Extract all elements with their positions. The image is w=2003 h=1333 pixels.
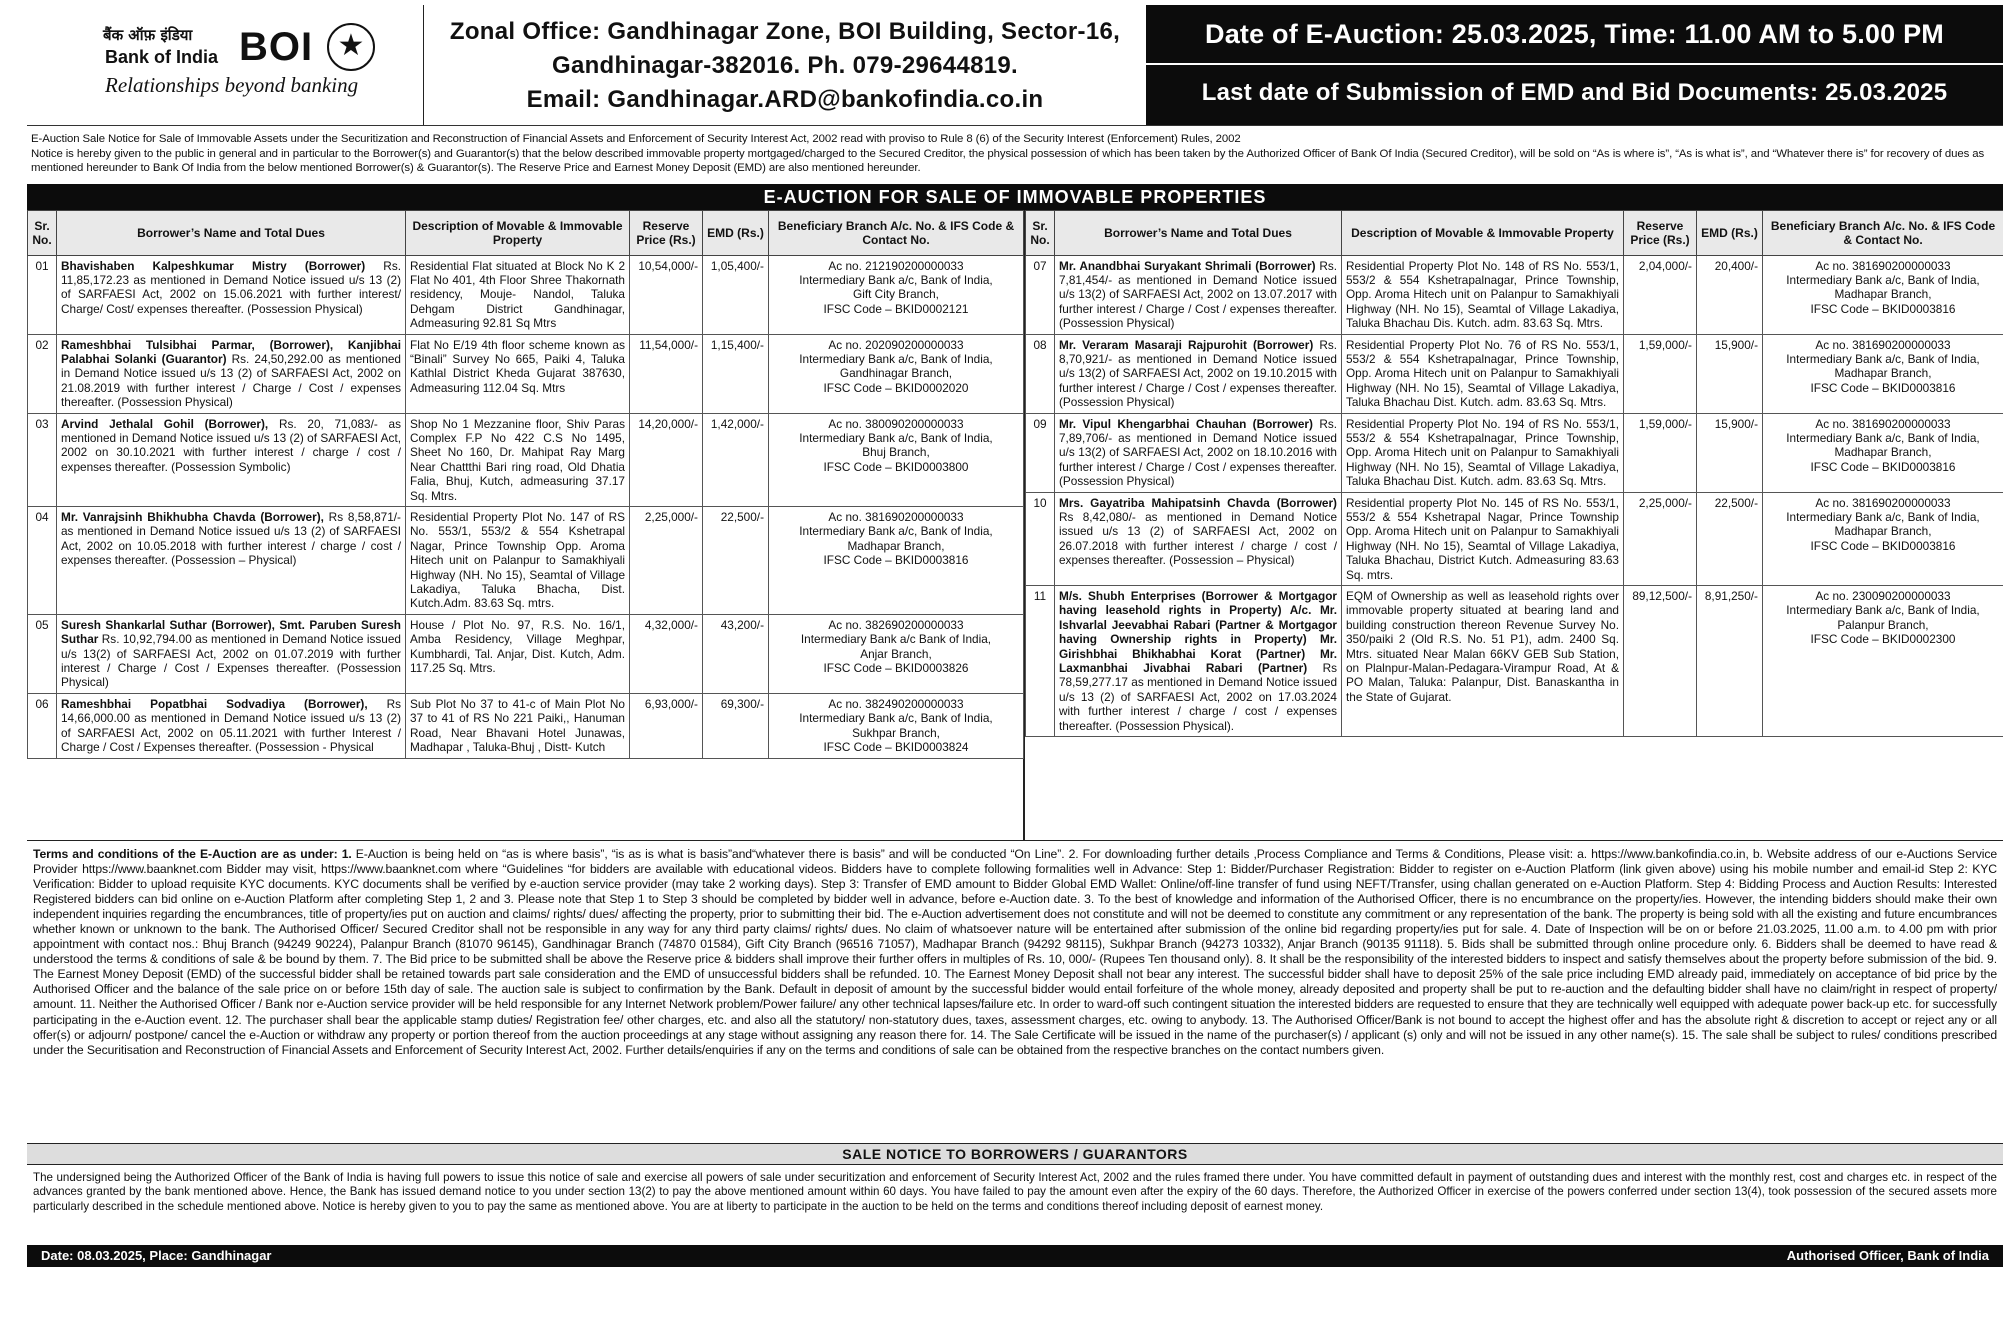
emd-amount: 1,15,400/- [703, 334, 769, 413]
branch-bank: Intermediary Bank a/c, Bank of India, [773, 273, 1019, 287]
branch-ifsc: IFSC Code – BKID0003816 [1767, 381, 1999, 395]
branch-ac: Ac no. 230090200000033 [1767, 589, 1999, 603]
branch-ac: Ac no. 382490200000033 [773, 697, 1019, 711]
property-description: Residential Property Plot No. 194 of RS No. 553/1, 553/2 & 554 Kshetrapalnagar, Prince Township, Opp. Aroma Hitech unit on Palanpur to Samakhiyali Highway (NH. No 15), Seamtal of Village Lakadiya, Taluka Bhachau Dist. Kutch. adm. 83.63 Sq. Mtrs. [1342, 413, 1624, 492]
sale-notice-heading: SALE NOTICE TO BORROWERS / GUARANTORS [27, 1143, 2003, 1165]
col-reserve: Reserve Price (Rs.) [630, 210, 703, 255]
zonal-line-1: Zonal Office: Gandhinagar Zone, BOI Building, Sector-16, [424, 15, 1146, 49]
branch-bank: Intermediary Bank a/c, Bank of India, [1767, 603, 1999, 617]
col-borrower: Borrower’s Name and Total Dues [57, 210, 406, 255]
section-banner: E-AUCTION FOR SALE OF IMMOVABLE PROPERTIES [27, 184, 2003, 210]
col-emd: EMD (Rs.) [703, 210, 769, 255]
emd-amount: 15,900/- [1697, 334, 1763, 413]
branch-ac: Ac no. 381690200000033 [1767, 496, 1999, 510]
auction-date: Date of E-Auction: 25.03.2025, Time: 11.00 AM to 5.00 PM [1146, 5, 2003, 65]
branch-ifsc: IFSC Code – BKID0003826 [773, 661, 1019, 675]
branch-branch: Sukhpar Branch, [773, 726, 1019, 740]
property-description: Flat No E/19 4th floor scheme known as “Binali” Survey No 665, Paiki 4, Taluka Kathlal District Kheda Gujarat 387630, Admeasuring 112.04 Sq. Mtrs [406, 334, 630, 413]
col-reserve: Reserve Price (Rs.) [1624, 210, 1697, 255]
borrower-dues: Rs. 7,89,706/- as mentioned in Demand Notice issued u/s 13(2) of SARFAESI Act, 2002 on 18.10.2016 with further interest / Charge / Cost / expenses thereafter. (Possession Physical) [1059, 417, 1337, 489]
logo-bank-name: Bank of India [105, 47, 218, 68]
borrower-dues: Rs. 8,70,921/- as mentioned in Demand Notice issued u/s 13(2) of SARFAESI Act, 2002 on 19.10.2015 with further interest / Charge / Cost / expenses thereafter. (Possession Physical) [1059, 338, 1337, 410]
beneficiary-branch-cell [769, 507, 1024, 615]
branch-branch: Madhapar Branch, [1767, 445, 1999, 459]
branch-ifsc: IFSC Code – BKID0003824 [773, 740, 1019, 754]
zonal-email: Email: Gandhinagar.ARD@bankofindia.co.in [424, 83, 1146, 117]
terms-body: E-Auction is being held on “as is where basis”, “is as is what is basis”and“whatever there is basis” and will be conducted “On Line”. 2. For downloading further details ,Process Compliance and Terms & Conditions, Please visit: a. https://www.bankofindia.co.in, b. Website address of our e-Auctions Service Provider https://www.baanknet.com Bidder may visit, https://www.baanknet.com where “Guidelines “for bidders are available with educational videos. Bidders have to complete following formalities well in Advance: Step 1: Bidder/Purchaser Registration: Bidder to register on e-Auction Platform (link given above) using his mobile number and email-id Step 2: KYC Verification: Bidder to upload requisite KYC documents. KYC documents shall be verified by e-auction service provider (may take 2 working days). Step 3: Transfer of EMD amount to Bidder Global EMD Wallet: Online/off-line transfer of fund using NEFT/Transfer, using challan generated on e-Auction Platform. Step 4: Bidding Process and Auction Results: Interested Registered bidders can bid online on e-Auction Platform after completing Step 1, 2 and 3. Please note that Step 1 to Step 3 should be completed by bidder well in advance, before e-Auction date. 3. To the best of knowledge and information of the Authorised Officer, there is no encumbrance on the property/ies. However, the intending bidders should make their own independent inquiries regarding the encumbrances, title of property/ies put on auction and claims/ rights/ dues/ affecting the property, prior to submitting their bid. The e-Auction advertisement does not constitute and will not be deemed to constitute any commitment or any representation of the bank. The property is being sold with all the existing and future encumbrances whether known or unknown to the bank. The Authorised Officer/ Secured Creditor shall not be responsible in any way for any third party claims/ rights/ dues. No claim of whatsoever nature will be entertained after submission of the online bid regarding property/ies put for sale. 4. Date of Inspection will be on or before 21.03.2025, 11.00 a.m. to 4.00 pm with prior appointment with contact nos.: Bhuj Branch (94249 90224), Palanpur Branch (81070 96145), Gandhinagar Branch (74870 01584), Gift City Branch (96516 71057), Madhapar Branch (94292 98115), Sukhpar Branch (94273 10332), Anjar Branch (90135 91118). 5. Bids shall be submitted through online procedure only. 6. Bidders shall be deemed to have read & understood the terms & conditions of sale & be bound by them. 7. The Bid price to be submitted shall be above the Reserve price & bidders shall improve their further offers in multiples of Rs. 10, 000/- (Rupees Ten thousand only). 8. It shall be the responsibility of the interested bidders to inspect and satisfy themselves about the property before submission of the bid. 9. The Earnest Money Deposit (EMD) of the successful bidder shall be retained towards part sale consideration and the EMD of unsuccessful bidders shall be refunded. 10. The Earnest Money Deposit shall not bear any interest. The successful bidder shall have to deposit 25% of the sale price including EMD already paid, immediately on acceptance of bid price by the Authorised Officer and the balance of the sale price on or before 15th day of sale. The auction sale is subject to confirmation by the Bank. Default in deposit of amount by the successful bidder would entail forfeiture of the whole money, already deposited and property shall be put to re-auction and the defaulting bidder shall have no claim/right in respect of property/ amount. 11. Neither the Authorised Officer / Bank nor e-Auction service provider will be held responsible for any Internet Network problem/Power failure/ any other technical lapses/failure etc. In order to ward-off such contingent situation the interested bidders are requested to ensure that they are technically well equipped with adequate power back-up etc. for successfully participating in the e-Auction event. 12. The purchaser shall bear the applicable stamp duties/ Registration fee/ other charges, etc. and also all the statutory/ non-statutory dues, taxes, assessment charges, etc. owing to anybody. 13. The Authorised Officer/Bank is not bound to accept the highest offer and has the absolute right & discretion to accept or reject any or all offer(s) or adjourn/ postpone/ cancel the e-Auction or withdraw any property or portion thereof from the auction proceedings at any stage without assigning any reason there for. 14. The Sale Certificate will be issued in the name of the purchaser(s) / applicant (s) only and will not be issued in any other name(s). 15. The sale shall be subject to rules/ conditions prescribed under the Securitisation and Reconstruction of Financial Assets and Enforcement of Security Interest Act, 2002. Further details/enquiries if any on the terms and conditions of sale can be obtained from the respective branches on the contact numbers given. [33, 847, 1997, 1057]
intro-line-2: Notice is hereby given to the public in general and in particular to the Borrower(s) and Guarantor(s) that the below described immovable property mortgaged/charged to the Secured Creditor, the physical possession of which has been taken by the Authorized Officer of Bank Of India (Secured Creditor), will be sold on “As is where is”, “As is what is”, and “Whatever there is” for recovery of dues as mentioned hereunder to Bank Of India from the below mentioned Borrower(s) & Guarantor(s). The Reserve Price and Earnest Money Deposit (EMD) are also mentioned hereunder. [31, 147, 1999, 176]
intro-line-1: E-Auction Sale Notice for Sale of Immovable Assets under the Securitization and Reconstruction of Financial Assets and Enforcement of Security Interest Act, 2002 read with proviso to Rule 8 (6) of the Security Interest (Enforcement) Rules, 2002 [31, 132, 1999, 147]
reserve-price: 1,59,000/- [1624, 413, 1697, 492]
emd-amount: 1,05,400/- [703, 255, 769, 334]
emd-amount: 22,500/- [1697, 492, 1763, 585]
reserve-price: 2,04,000/- [1624, 255, 1697, 334]
row-borrower-cell [1055, 492, 1342, 585]
row-borrower-cell [57, 693, 406, 758]
branch-ac: Ac no. 381690200000033 [1767, 338, 1999, 352]
property-description: Shop No 1 Mezzanine floor, Shiv Paras Complex F.P No 422 C.S No 1495, Sheet No 160, Dr. Mahipat Ray Marg Near Chattthi Bari ring road, Old Dhatia Falia, Bhuj, Kutch, admeasuring 37.17 Sq. Mtrs. [406, 413, 630, 506]
logo-tagline: Relationships beyond banking [105, 73, 358, 98]
branch-ifsc: IFSC Code – BKID0003816 [1767, 460, 1999, 474]
reserve-price: 11,54,000/- [630, 334, 703, 413]
table-row [1026, 334, 2003, 413]
beneficiary-branch-cell [1763, 586, 2003, 737]
row-borrower-cell [57, 614, 406, 693]
row-borrower-cell [57, 507, 406, 615]
emd-amount: 22,500/- [703, 507, 769, 615]
borrower-name: Mrs. Gayatriba Mahipatsinh Chavda (Borrower) [1059, 496, 1337, 510]
branch-bank: Intermediary Bank a/c, Bank of India, [1767, 352, 1999, 366]
borrower-name: Mr. Veraram Masaraji Rajpurohit (Borrower) [1059, 338, 1313, 352]
beneficiary-branch-cell [769, 614, 1024, 693]
borrower-name: Mr. Anandbhai Suryakant Shrimali (Borrower) [1059, 259, 1316, 273]
emd-amount: 43,200/- [703, 614, 769, 693]
borrower-name: M/s. Shubh Enterprises (Borrower & Mortgagor having leasehold rights in Property) A/c. Mr. Ishvarlal Jeevabhai Rabari (Partner & Mortgagor having Ownership rights in Property) Mr. Girishbhai Bhikhabhai Korat (Partner) Mr. Laxmanbhai Jivabhai Rabari (Partner) [1059, 589, 1337, 675]
branch-ac: Ac no. 381690200000033 [773, 510, 1019, 524]
footer-bar [27, 1245, 2003, 1267]
branch-branch: Anjar Branch, [773, 647, 1019, 661]
header [27, 5, 2003, 126]
table-row [28, 507, 1024, 615]
borrower-name: Bhavishaben Kalpeshkumar Mistry (Borrower) [61, 259, 365, 273]
table-row [28, 413, 1024, 506]
branch-bank: Intermediary Bank a/c Bank of India, [773, 632, 1019, 646]
branch-bank: Intermediary Bank a/c, Bank of India, [1767, 510, 1999, 524]
borrower-dues: Rs. 11,85,172.23 as mentioned in Demand Notice issued u/s 13 (2) of SARFAESI Act, 2002 on 15.06.2021 with further interest/ Charge/ Cost/ expenses thereafter. (Possession Physical) [61, 259, 401, 316]
emd-amount: 8,91,250/- [1697, 586, 1763, 737]
table-row [28, 255, 1024, 334]
star-logo-icon: ★ [327, 23, 375, 71]
borrower-dues: Rs. 10,92,794.00 as mentioned in Demand Notice issued u/s 13(2) of SARFAESI Act, 2002 on 01.07.2019 with further interest / Charge / Cost / Expenses thereafter. (Possession Physical) [61, 632, 401, 689]
table-row [28, 693, 1024, 758]
col-borrower: Borrower’s Name and Total Dues [1055, 210, 1342, 255]
row-sr-no: 02 [28, 334, 57, 413]
col-description: Description of Movable & Immovable Property [1342, 210, 1624, 255]
beneficiary-branch-cell [1763, 334, 2003, 413]
row-sr-no: 09 [1026, 413, 1055, 492]
beneficiary-branch-cell [769, 693, 1024, 758]
intro-text [27, 126, 2003, 178]
row-borrower-cell [57, 413, 406, 506]
property-description: Residential Flat situated at Block No K 2 Flat No 401, 4th Floor Shree Thakornath residency, Mouje- Nandol, Taluka Dehgam District Gandhinagar, Admeasuring 92.81 Sq Mtrs [406, 255, 630, 334]
table-row [1026, 492, 2003, 585]
col-sr: Sr. No. [1026, 210, 1055, 255]
row-sr-no: 01 [28, 255, 57, 334]
reserve-price: 1,59,000/- [1624, 334, 1697, 413]
terms-and-conditions [27, 841, 2003, 1143]
row-borrower-cell [1055, 586, 1342, 737]
row-borrower-cell [57, 255, 406, 334]
branch-bank: Intermediary Bank a/c, Bank of India, [773, 711, 1019, 725]
branch-bank: Intermediary Bank a/c, Bank of India, [1767, 431, 1999, 445]
table-row [1026, 255, 2003, 334]
borrower-dues: Rs. 24,50,292.00 as mentioned in Demand Notice issued u/s 13 (2) of SARFAESI Act, 2002 on 21.08.2019 with further interest / Charge / Cost / expenses thereafter. (Possession Physical) [61, 352, 401, 409]
table-body-right [1026, 255, 2003, 737]
property-description: Residential Property Plot No. 147 of RS No. 553/1, 553/2 & 554 Kshetrapal Nagar, Prince Township Opp. Aroma Hitech unit on Palanpur to Samakhiyali Highway (NH. No 15), Seamtal of Village Lakadiya, Taluka Bhacha, Dist. Kutch.Adm. 83.63 Sq. mtrs. [406, 507, 630, 615]
table-body-left [28, 255, 1024, 758]
reserve-price: 4,32,000/- [630, 614, 703, 693]
property-description: House / Plot No. 97, R.S. No. 16/1, Amba Residency, Village Meghpar, Kumbhardi, Tal. Anjar, Dist. Kutch, Adm. 117.25 Sq. Mtrs. [406, 614, 630, 693]
col-emd: EMD (Rs.) [1697, 210, 1763, 255]
table-header-row [28, 210, 1024, 255]
emd-amount: 20,400/- [1697, 255, 1763, 334]
emd-amount: 15,900/- [1697, 413, 1763, 492]
branch-bank: Intermediary Bank a/c, Bank of India, [773, 524, 1019, 538]
beneficiary-branch-cell [1763, 492, 2003, 585]
property-table-left [27, 210, 1025, 840]
branch-ifsc: IFSC Code – BKID0003816 [773, 553, 1019, 567]
branch-bank: Intermediary Bank a/c, Bank of India, [773, 352, 1019, 366]
row-sr-no: 10 [1026, 492, 1055, 585]
row-sr-no: 11 [1026, 586, 1055, 737]
table-row [28, 334, 1024, 413]
reserve-price: 2,25,000/- [630, 507, 703, 615]
notice-page [27, 5, 2003, 1323]
borrower-name: Mr. Vanrajsinh Bhikhubha Chavda (Borrower), [61, 510, 324, 524]
row-borrower-cell [1055, 255, 1342, 334]
property-description: Residential property Plot No. 145 of RS No. 553/1, 553/2 & 554 Kshetrapal Nagar, Prince Township Opp. Aroma Hitech unit on Palanpur to Samakhiyali Highway (NH. No 15), Seamtal of Village Lakadiya, Taluka Bhachau, District Kutch. Admeasuring 83.63 Sq. mtrs. [1342, 492, 1624, 585]
row-borrower-cell [1055, 413, 1342, 492]
row-sr-no: 08 [1026, 334, 1055, 413]
col-branch: Beneficiary Branch A/c. No. & IFS Code & Contact No. [1763, 210, 2003, 255]
property-description: Residential Property Plot No. 76 of RS No. 553/1, 553/2 & 554 Kshetrapalnagar, Prince Township, Opp. Aroma Hitech unit on Palanpur to Samakhiyali Highway (NH. No 15), Seamtal of Village Lakadiya, Taluka Bhachau Dist. Kutch. adm. 83.63 Sq. Mtrs. [1342, 334, 1624, 413]
branch-branch: Madhapar Branch, [1767, 287, 1999, 301]
table-row [28, 614, 1024, 693]
col-description: Description of Movable & Immovable Property [406, 210, 630, 255]
table-row [1026, 413, 2003, 492]
branch-branch: Madhapar Branch, [1767, 366, 1999, 380]
reserve-price: 6,93,000/- [630, 693, 703, 758]
row-sr-no: 04 [28, 507, 57, 615]
property-description: Residential Property Plot No. 148 of RS No. 553/1, 553/2 & 554 Kshetrapalnagar, Prince Township, Opp. Aroma Hitech unit on Palanpur to Samakhiyali Highway (NH. No 15), Seamtal of Village Lakadiya, Taluka Bhachau Dis. Kutch. adm. 83.63 Sq. Mtrs. [1342, 255, 1624, 334]
branch-branch: Gandhinagar Branch, [773, 366, 1019, 380]
beneficiary-branch-cell [769, 255, 1024, 334]
table-row [1026, 586, 2003, 737]
beneficiary-branch-cell [769, 413, 1024, 506]
borrower-dues: Rs 8,58,871/- as mentioned in Demand Notice issued u/s 13 (2) of SARFAESI Act, 2002 on 10.05.2018 with further interest / charge / cost / expenses thereafter. (Possession – Physical) [61, 510, 401, 567]
col-sr: Sr. No. [28, 210, 57, 255]
branch-branch: Madhapar Branch, [1767, 524, 1999, 538]
col-branch: Beneficiary Branch A/c. No. & IFS Code & Contact No. [769, 210, 1024, 255]
branch-ifsc: IFSC Code – BKID0003816 [1767, 539, 1999, 553]
table-header-row [1026, 210, 2003, 255]
branch-ifsc: IFSC Code – BKID0003816 [1767, 302, 1999, 316]
branch-ac: Ac no. 212190200000033 [773, 259, 1019, 273]
borrower-dues: Rs 8,42,080/- as mentioned in Demand Notice issued u/s 13 (2) of SARFAESI Act, 2002 on 26.07.2018 with further interest / charge / cost / expenses thereafter. (Possession – Physical) [1059, 510, 1337, 567]
borrower-name: Suresh Shankarlal Suthar (Borrower), Smt. Paruben Suresh Suthar [61, 618, 401, 646]
branch-ifsc: IFSC Code – BKID0002121 [773, 302, 1019, 316]
borrower-name: Rameshbhai Tulsibhai Parmar, (Borrower), Kanjibhai Palabhai Solanki (Guarantor) [61, 338, 401, 366]
row-borrower-cell [1055, 334, 1342, 413]
emd-submission-date: Last date of Submission of EMD and Bid Documents: 25.03.2025 [1146, 65, 2003, 107]
reserve-price: 2,25,000/- [1624, 492, 1697, 585]
beneficiary-branch-cell [769, 334, 1024, 413]
row-sr-no: 07 [1026, 255, 1055, 334]
branch-ac: Ac no. 202090200000033 [773, 338, 1019, 352]
sale-notice-body: The undersigned being the Authorized Officer of the Bank of India is having full powers to issue this notice of sale and exercise all powers of sale under securitization and enforcement of Security Interest Act, 2002 and the rules framed there under. You have committed default in payment of outstanding dues and interest with the monthly rest, cost and charges etc. in respect of the advances granted by the bank mentioned above. Hence, the Bank has issued demand notice to you under section 13(2) to pay the above mentioned amount within 60 days. You have failed to pay the amount even after the expiry of the 60 days. Therefore, the Authorized Officer in exercise of the powers conferred under section 13(4), took possession of the secured assets more particularly described in the schedule mentioned above. Notice is hereby given to you to pay the same as mentioned above. You are at liberty to participate in the auction to be held on the terms and conditions thereof including deposit of earnest money. [27, 1165, 2003, 1239]
branch-bank: Intermediary Bank a/c, Bank of India, [1767, 273, 1999, 287]
bank-logo [27, 5, 424, 125]
branch-branch: Palanpur Branch, [1767, 618, 1999, 632]
borrower-name: Arvind Jethalal Gohil (Borrower), [61, 417, 268, 431]
property-description: EQM of Ownership as well as leasehold rights over immovable property situated at bearing land and building construction thereon Revenue Survey No. 350/paiki 2 (Old R.S. No. 51 P1), adm. 2400 Sq. Mtrs. situated Near Malan 66KV GEB Sub Station, on Plalnpur-Malan-Pedagara-Virampur Road, At & PO Malan, Taluka: Palanpur, Dist. Banaskantha in the State of Gujarat. [1342, 586, 1624, 737]
logo-hindi-text: बैंक ऑफ़ इंडिया [103, 25, 192, 45]
borrower-dues: Rs 78,59,277.17 as mentioned in Demand Notice issued u/s 13 (2) of SARFAESI Act, 2002 on 17.03.2024 with further interest / charge / cost / expenses thereafter. (Possession Physical). [1059, 661, 1337, 733]
reserve-price: 14,20,000/- [630, 413, 703, 506]
branch-branch: Madhapar Branch, [773, 539, 1019, 553]
branch-ac: Ac no. 382690200000033 [773, 618, 1019, 632]
emd-amount: 1,42,000/- [703, 413, 769, 506]
branch-ac: Ac no. 381690200000033 [1767, 417, 1999, 431]
reserve-price: 10,54,000/- [630, 255, 703, 334]
branch-branch: Gift City Branch, [773, 287, 1019, 301]
terms-heading: Terms and conditions of the E-Auction are as under: 1. [33, 847, 352, 861]
row-sr-no: 05 [28, 614, 57, 693]
branch-ac: Ac no. 380090200000033 [773, 417, 1019, 431]
borrower-dues: Rs. 7,81,454/- as mentioned in Demand Notice issued u/s 13(2) of SARFAESI Act, 2002 on 13.07.2017 with further interest / Charge / Cost / expenses thereafter. (Possession Physical) [1059, 259, 1337, 331]
row-sr-no: 06 [28, 693, 57, 758]
beneficiary-branch-cell [1763, 413, 2003, 492]
property-table-right [1025, 210, 2003, 840]
property-table [27, 210, 1024, 759]
branch-bank: Intermediary Bank a/c, Bank of India, [773, 431, 1019, 445]
reserve-price: 89,12,500/- [1624, 586, 1697, 737]
branch-ifsc: IFSC Code – BKID0002300 [1767, 632, 1999, 646]
borrower-dues: Rs. 20, 71,083/- as mentioned in Demand Notice issued u/s 13 (2) of SARFAESI Act, 2002 on 30.10.2021 with further interest / charge / cost / expenses thereafter. (Possession Symbolic) [61, 417, 401, 474]
signatory: Authorised Officer, Bank of India [1787, 1245, 1989, 1267]
borrower-name: Mr. Vipul Khengarbhai Chauhan (Borrower) [1059, 417, 1313, 431]
borrower-name: Rameshbhai Popatbhai Sodvadiya (Borrower), [61, 697, 368, 711]
branch-branch: Bhuj Branch, [773, 445, 1019, 459]
auction-date-box [1146, 5, 2003, 125]
property-tables [27, 210, 2003, 841]
row-borrower-cell [57, 334, 406, 413]
beneficiary-branch-cell [1763, 255, 2003, 334]
property-table [1025, 210, 2003, 738]
zonal-office-address [424, 5, 1146, 125]
branch-ac: Ac no. 381690200000033 [1767, 259, 1999, 273]
logo-boi-text: BOI [239, 25, 313, 70]
date-place: Date: 08.03.2025, Place: Gandhinagar [41, 1245, 272, 1267]
emd-amount: 69,300/- [703, 693, 769, 758]
branch-ifsc: IFSC Code – BKID0003800 [773, 460, 1019, 474]
branch-ifsc: IFSC Code – BKID0002020 [773, 381, 1019, 395]
row-sr-no: 03 [28, 413, 57, 506]
property-description: Sub Plot No 37 to 41-c of Main Plot No 37 to 41 of RS No 221 Paiki,, Hanuman Road, Near Bhavani Hotel Junawas, Madhapar , Taluka-Bhuj , Distt- Kutch [406, 693, 630, 758]
borrower-dues: Rs 14,66,000.00 as mentioned in Demand Notice issued u/s 13 (2) of SARFAESI Act, 2002 on 05.11.2021 with further Interest / Charge / Cost / Expenses thereafter. (Possession - Physical [61, 697, 401, 754]
zonal-line-2: Gandhinagar-382016. Ph. 079-29644819. [424, 49, 1146, 83]
